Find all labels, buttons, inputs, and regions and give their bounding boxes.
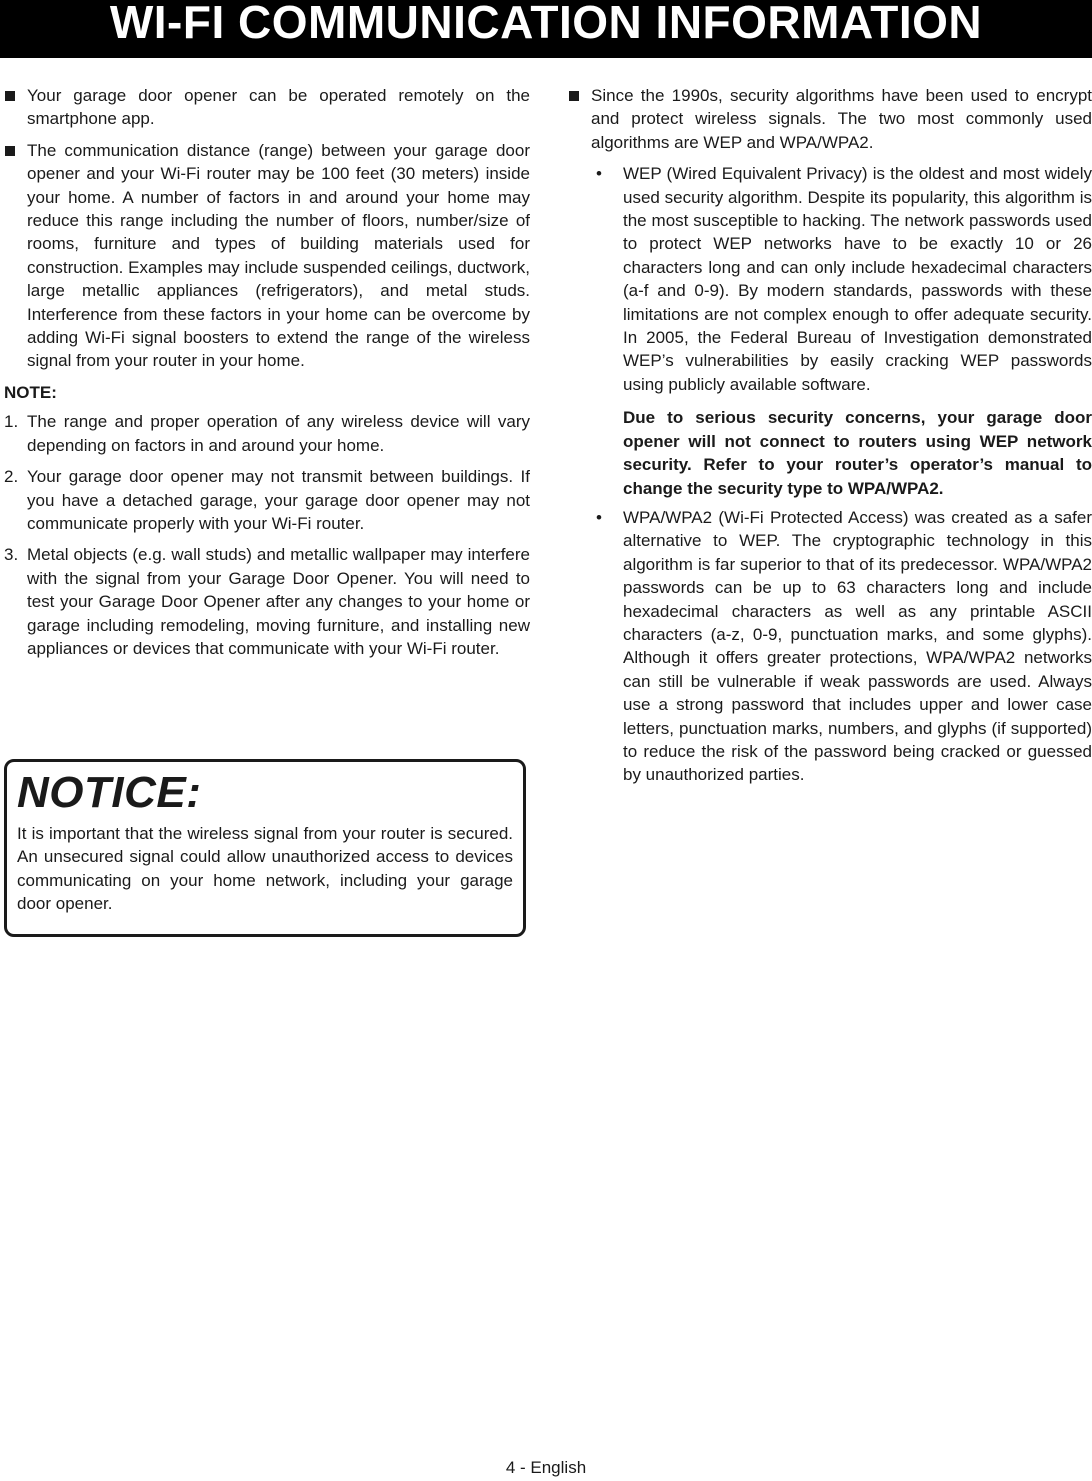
notice-body: It is important that the wireless signal from your router is secured. An unsecured signal could allow unauthorized access to devices communicating on your home network, including your garage door opener. — [17, 824, 513, 914]
note-item — [4, 465, 530, 535]
wpa-text: WPA/WPA2 (Wi-Fi Protected Access) was created as a safer alternative to WEP. The cryptographic technology in this algorithm is far superior to that of its predecessor. WPA/WPA2 passwords can be up to 63 characters long and include hexadecimal characters as well as any printable ASCII characters (a-z, 0-9, punctuation marks, and some glyphs). Although it offers greater protections, WPA/WPA2 networks can still be vulnerable if weak passwords are used. Always use a strong password that includes upper and lower case letters, punctuation marks, numbers, and glyphs (if supported) to reduce the risk of the password being cracked or guessed by unauthorized parties. — [623, 507, 1092, 785]
wpa-item — [568, 506, 1092, 787]
page-number: 4 - English — [505, 1458, 587, 1477]
note-item — [4, 410, 530, 457]
page-header — [0, 0, 1092, 58]
wep-item — [568, 162, 1092, 396]
note-text: The range and proper operation of any wireless device will vary depending on factors in and around your home. — [27, 412, 530, 455]
square-bullet-icon — [5, 91, 15, 101]
dot-bullet-icon: • — [596, 507, 602, 527]
page-footer — [0, 1458, 1092, 1478]
list-item — [4, 139, 530, 373]
list-item — [568, 84, 1092, 154]
note-text: Metal objects (e.g. wall studs) and metallic wallpaper may interfere with the signal from your Garage Door Opener. You will need to test your Garage Door Opener after any changes to your home or garage including remodeling, moving furniture, and installing new appliances or devices that communicate with your Wi-Fi router. — [27, 545, 530, 658]
note-number: 2. — [4, 467, 19, 487]
note-text: Your garage door opener may not transmit between buildings. If you have a detached garage, your garage door opener may not communicate properly with your Wi-Fi router. — [27, 467, 530, 533]
intro-text: Since the 1990s, security algorithms have been used to encrypt and protect wireless signals. The two most commonly used algorithms are WEP and WPA/WPA2. — [591, 86, 1092, 152]
square-bullet-icon — [5, 146, 15, 156]
note-heading: NOTE: — [4, 382, 57, 402]
wep-warning: Due to serious security concerns, your garage door opener will not connect to routers using WEP network security. Refer to your router’s operator’s manual to change the security type to WPA/WPA2. — [623, 408, 1092, 498]
note-number: 1. — [4, 412, 19, 432]
note-item — [4, 543, 530, 660]
bullet-text: Your garage door opener can be operated remotely on the smartphone app. — [27, 86, 530, 129]
bullet-text: The communication distance (range) between your garage door opener and your Wi-Fi router may be 100 feet (30 meters) inside your home. A number of factors in and around your home may reduce this range including the number of floors, number/size of rooms, furniture and types of building materials used for construction. Examples may include suspended ceilings, ductwork, large metallic appliances (refrigerators), and metal studs. Interference from these factors in your home can be overcome by adding Wi-Fi signal boosters to extend the range of the wireless signal from your router in your home. — [27, 140, 530, 371]
dot-bullet-icon: • — [596, 164, 602, 184]
left-column — [4, 84, 530, 914]
right-column — [568, 84, 1092, 787]
wep-text: WEP (Wired Equivalent Privacy) is the oldest and most widely used security algorithm. Despite its popularity, this algorithm is the most susceptible to hacking. The network passwords used to protect WEP networks have to be exactly 10 or 26 characters long and can only include hexadecimal characters (a-f and 0-9). By modern standards, passwords with these limitations are not complex enough to offer adequate security. In 2005, the Federal Bureau of Investigation demonstrated WEP’s vulnerabilities by easily cracking WEP passwords using publicly available software. — [623, 164, 1092, 394]
list-item — [4, 84, 530, 131]
square-bullet-icon — [569, 91, 579, 101]
notice-title: NOTICE: — [17, 768, 202, 817]
page-title: WI-FI COMMUNICATION INFORMATION — [109, 0, 983, 48]
note-number: 3. — [4, 545, 19, 565]
notice-box — [4, 759, 526, 937]
